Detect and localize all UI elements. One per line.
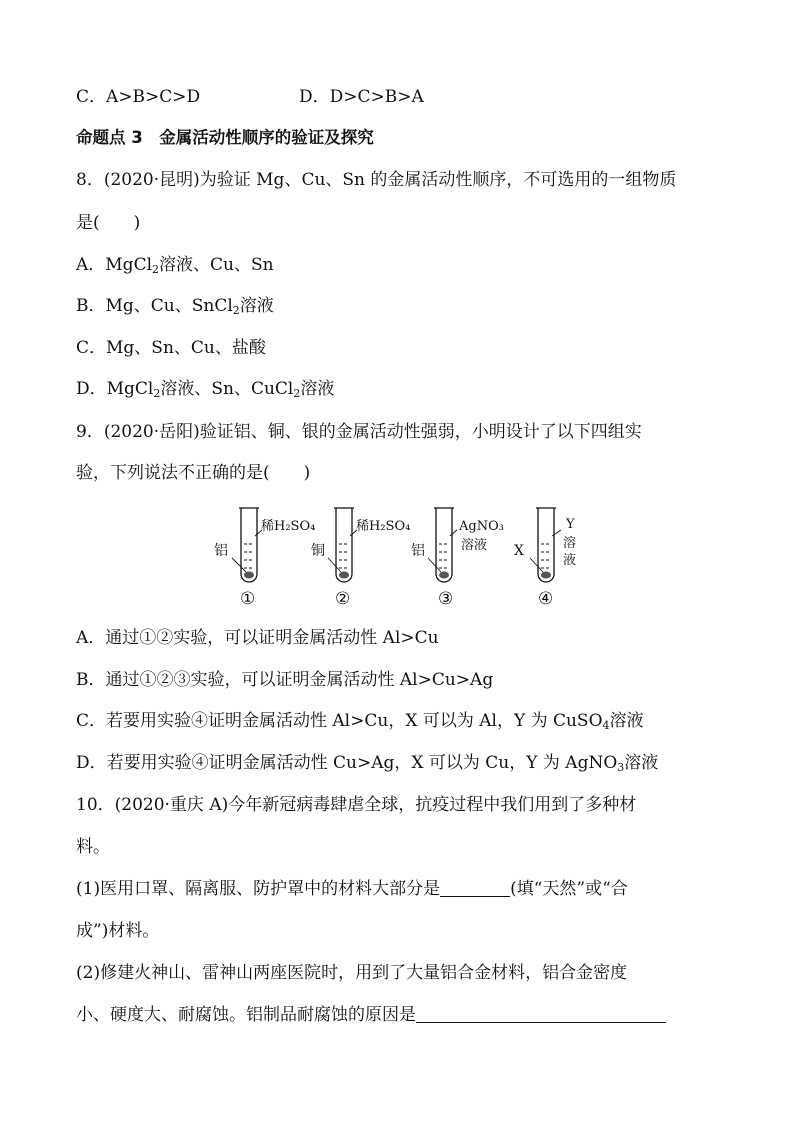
q9-stem-line2: 验，下列说法不正确的是( ) [76,463,311,483]
q8-option-c: C．Mg、Sn、Cu、盐酸 [76,338,266,358]
q8-option-d: D．MgCl$_2$溶液、Sn、CuCl$_2$溶液 [76,379,335,400]
q9-option-c: C．若要用实验④证明金属活动性 Al>Cu，X 可以为 Al，Y 为 CuSO$_4$溶液 [76,711,644,732]
option-c-prev: C．A>B>C>D [76,87,201,107]
tube4-reagent-label-1: Y [566,517,575,532]
tube1-number: ① [240,589,256,609]
test-tube-2 [311,508,410,609]
tube1-metal-label: 铝 [214,543,228,559]
answer-blank-2[interactable] [416,1004,666,1023]
tube3-number: ③ [438,589,454,609]
q10-stem-line2: 料。 [76,837,110,857]
q8-option-a: A．MgCl$_2$溶液、Cu、Sn [76,255,274,276]
test-tube-1 [214,508,315,609]
tube3-reagent-label-2: 溶液 [461,538,488,553]
tube1-reagent-label: 稀H₂SO₄ [261,519,316,534]
q10-part2-line2: 小、硬度大、耐腐蚀。铝制品耐腐蚀的原因是 [76,1004,666,1026]
q9-stem-line1: 9．(2020·岳阳)验证铝、铜、银的金属活动性强弱，小明设计了以下四组实 [76,422,642,442]
tube2-reagent-label: 稀H₂SO₄ [356,519,411,534]
q10-part1-line2: 成”)材料。 [76,921,160,941]
tube3-reagent-label-1: AgNO₃ [459,519,504,534]
q9-option-b: B．通过①②③实验，可以证明金属活动性 Al>Cu>Ag [76,670,494,690]
tube2-metal-label: 铜 [311,543,325,559]
tube3-metal-label: 铝 [411,543,425,559]
answer-blank-1[interactable] [440,878,510,897]
tube4-reagent-label-3: 液 [563,553,577,568]
tube2-number: ② [335,589,351,609]
section-heading: 命题点 3 金属活动性顺序的验证及探究 [76,128,374,147]
tube4-metal-label: X [514,543,524,559]
test-tube-figure [0,500,794,612]
tube4-number: ④ [538,589,554,609]
test-tube-3 [411,508,504,609]
tube4-reagent-label-2: 溶 [563,536,577,551]
q8-stem-line2: 是( ) [76,213,141,233]
q9-option-a: A．通过①②实验，可以证明金属活动性 Al>Cu [76,628,439,648]
q8-option-b: B．Mg、Cu、SnCl$_2$溶液 [76,296,274,317]
test-tube-4 [514,508,576,609]
q8-stem-line1: 8．(2020·昆明)为验证 Mg、Cu、Sn 的金属活动性顺序，不可选用的一组物质 [76,170,677,190]
q9-option-d: D．若要用实验④证明金属活动性 Cu>Ag，X 可以为 Cu，Y 为 AgNO$_3$溶液 [76,753,659,774]
q10-stem-line1: 10．(2020·重庆 A)今年新冠病毒肆虐全球，抗疫过程中我们用到了多种材 [76,795,637,815]
q10-part2-line1: (2)修建火神山、雷神山两座医院时，用到了大量铝合金材料，铝合金密度 [76,963,628,983]
option-d-prev: D．D>C>B>A [299,87,424,107]
q10-part1: (1)医用口罩、隔离服、防护罩中的材料大部分是 (填“天然”或“合 [76,879,628,899]
